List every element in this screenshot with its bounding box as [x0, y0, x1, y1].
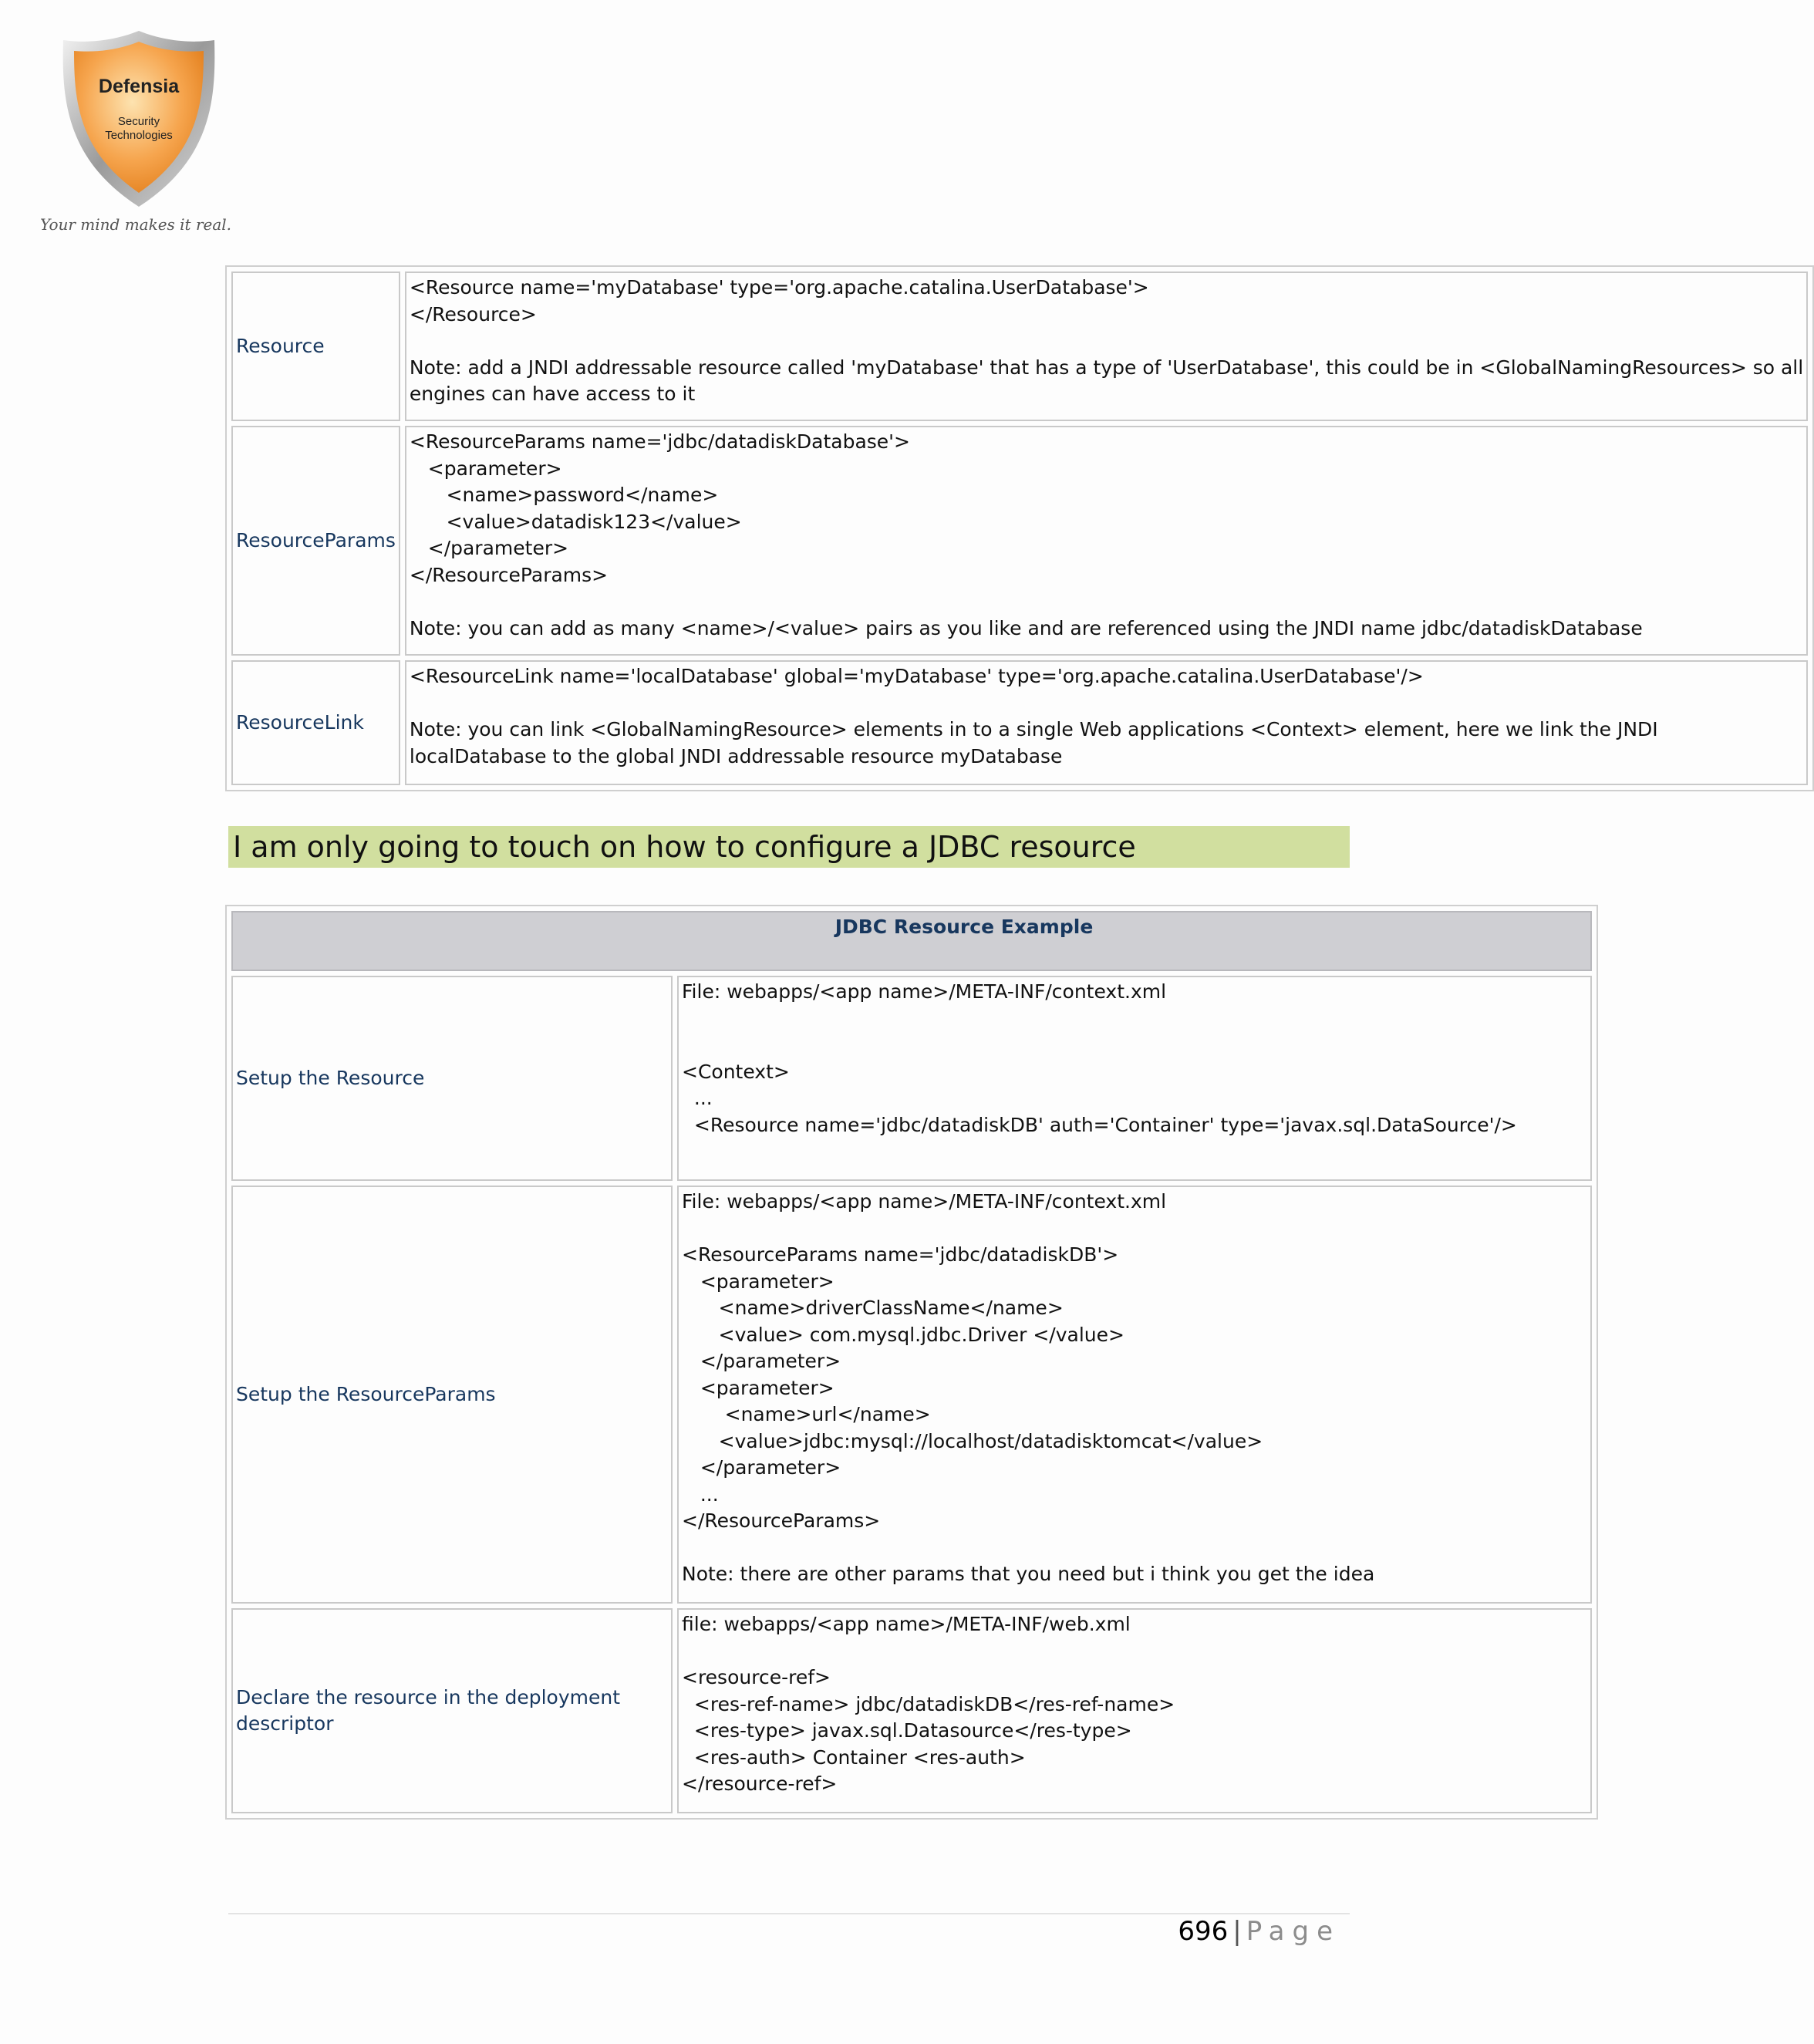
- row-label-resource: Resource: [231, 272, 400, 421]
- page-separator: |: [1232, 1916, 1242, 1947]
- table-row: [231, 272, 1808, 421]
- section-heading-banner: I am only going to touch on how to configure a JDBC resource: [228, 826, 1350, 868]
- footer-divider: [228, 1913, 1350, 1914]
- row-label-resourcelink: ResourceLink: [231, 660, 400, 785]
- row-content-resource: <Resource name='myDatabase' type='org.apache.catalina.UserDatabase'> </Resource> Note: add a JNDI addressable resource called 'myDatabase' that has a type of 'UserDatabase', this could be in <GlobalNamingResources> so all engines can have access to it: [405, 272, 1808, 421]
- row-label-setup-resource: Setup the Resource: [231, 976, 673, 1181]
- logo-brand: Defensia: [98, 76, 180, 97]
- row-label-declare-resource: Declare the resource in the deployment descriptor: [231, 1608, 673, 1813]
- table-row: [231, 660, 1808, 785]
- row-label-resourceparams: ResourceParams: [231, 426, 400, 656]
- table-header: JDBC Resource Example: [231, 911, 1592, 971]
- row-content-setup-resourceparams: File: webapps/<app name>/META-INF/context.xml <ResourceParams name='jdbc/datadiskDB'> <parameter> <name>driverClassName</name> <value> com.mysql.jdbc.Driver </value> </parameter> <parameter> <name>url</name> <value>jdbc:mysql://localhost/datadisktomcat</value> </parameter> ... </ResourceParams> Note: there are other params that you need but i think you get the idea: [677, 1186, 1592, 1604]
- table-row: [231, 1608, 1592, 1813]
- row-content-resourceparams: <ResourceParams name='jdbc/datadiskDatabase'> <parameter> <name>password</name> <value>datadisk123</value> </parameter> </ResourceParams> Note: you can add as many <name>/<value> pairs as you like and are referenced using the JNDI name jdbc/datadiskDatabase: [405, 426, 1808, 656]
- page-word: Page: [1246, 1916, 1340, 1947]
- jdbc-resource-example-table: [225, 905, 1598, 1820]
- row-content-resourcelink: <ResourceLink name='localDatabase' global='myDatabase' type='org.apache.catalina.UserDatabase'/> Note: you can link <GlobalNamingResource> elements in to a single Web applications <Context> element, here we link the JNDI localDatabase to the global JNDI addressable resource myDatabase: [405, 660, 1808, 785]
- table-row: [231, 1186, 1592, 1604]
- table-row: [231, 426, 1808, 656]
- row-content-declare-resource: file: webapps/<app name>/META-INF/web.xml <resource-ref> <res-ref-name> jdbc/datadiskDB</res-ref-name> <res-type> javax.sql.Datasource</res-type> <res-auth> Container <res-auth> </resource-ref>: [677, 1608, 1592, 1813]
- logo-tagline: Your mind makes it real.: [39, 215, 232, 234]
- page-footer: [1178, 1916, 1340, 1947]
- company-logo: [39, 28, 232, 236]
- svg-text:Technologies: Technologies: [105, 129, 173, 142]
- page-number: 696: [1178, 1916, 1229, 1947]
- table-row: [231, 976, 1592, 1181]
- table-header-row: [231, 911, 1592, 971]
- row-label-setup-resourceparams: Setup the ResourceParams: [231, 1186, 673, 1604]
- resource-elements-table: [225, 265, 1814, 791]
- svg-text:Security: Security: [117, 115, 160, 128]
- row-content-setup-resource: File: webapps/<app name>/META-INF/context.xml <Context> ... <Resource name='jdbc/datadiskDB' auth='Container' type='javax.sql.DataSource'/>: [677, 976, 1592, 1181]
